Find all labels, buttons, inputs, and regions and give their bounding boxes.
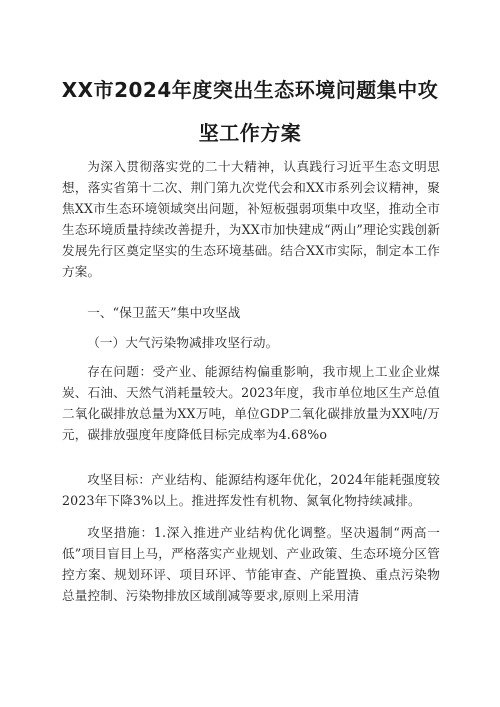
document-title-line1: XX市2024年度突出生态环境问题集中攻 [61, 78, 439, 102]
intro-paragraph: 为深入贯彻落实党的二十大精神，认真践行习近平生态文明思想，落实省第十二次、荆门第九次党代会和XX市系列会议精神，聚焦XX市生态环境领域突出问题，补短板强弱项集中攻坚，推动全市生态环境质量持续改善提升，为XX市加快建成“两山”理论实践创新发展先行区奠定坚实的生态环境基础。结合XX市实际，制定本工作方案。 [62, 159, 440, 279]
document-title-line2: 坚工作方案 [198, 121, 302, 145]
problem-paragraph: 存在问题：受产业、能源结构偏重影响，我市规上工业企业煤炭、石油、天然气消耗量较大。2023年度，我市单位地区生产总值二氧化碳排放总量为XX万吨，单位GDP二氧化碳排放量为XX吨/万元，碳排放强度年度降低目标完成率为4.68%o [62, 364, 440, 442]
measures-paragraph: 攻坚措施：1.深入推进产业结构优化调整。坚决遏制“两高一低”项目盲目上马，严格落实产业规划、产业政策、生态环境分区管控方案、规划环评、项目环评、节能审查、产能置换、重点污染物总量控制、污染物排放区域削减等要求,原则上采用清 [62, 525, 440, 603]
subsection-heading: （一）大气污染物减排攻坚行动。 [87, 335, 279, 350]
section-heading: 一、“保卫蓝天”集中攻坚战 [87, 305, 241, 320]
goal-paragraph: 攻坚目标：产业结构、能源结构逐年优化，2024年能耗强度较2023年下降3%以上。推进挥发性有机物、氮氧化物持续减排。 [62, 472, 440, 508]
